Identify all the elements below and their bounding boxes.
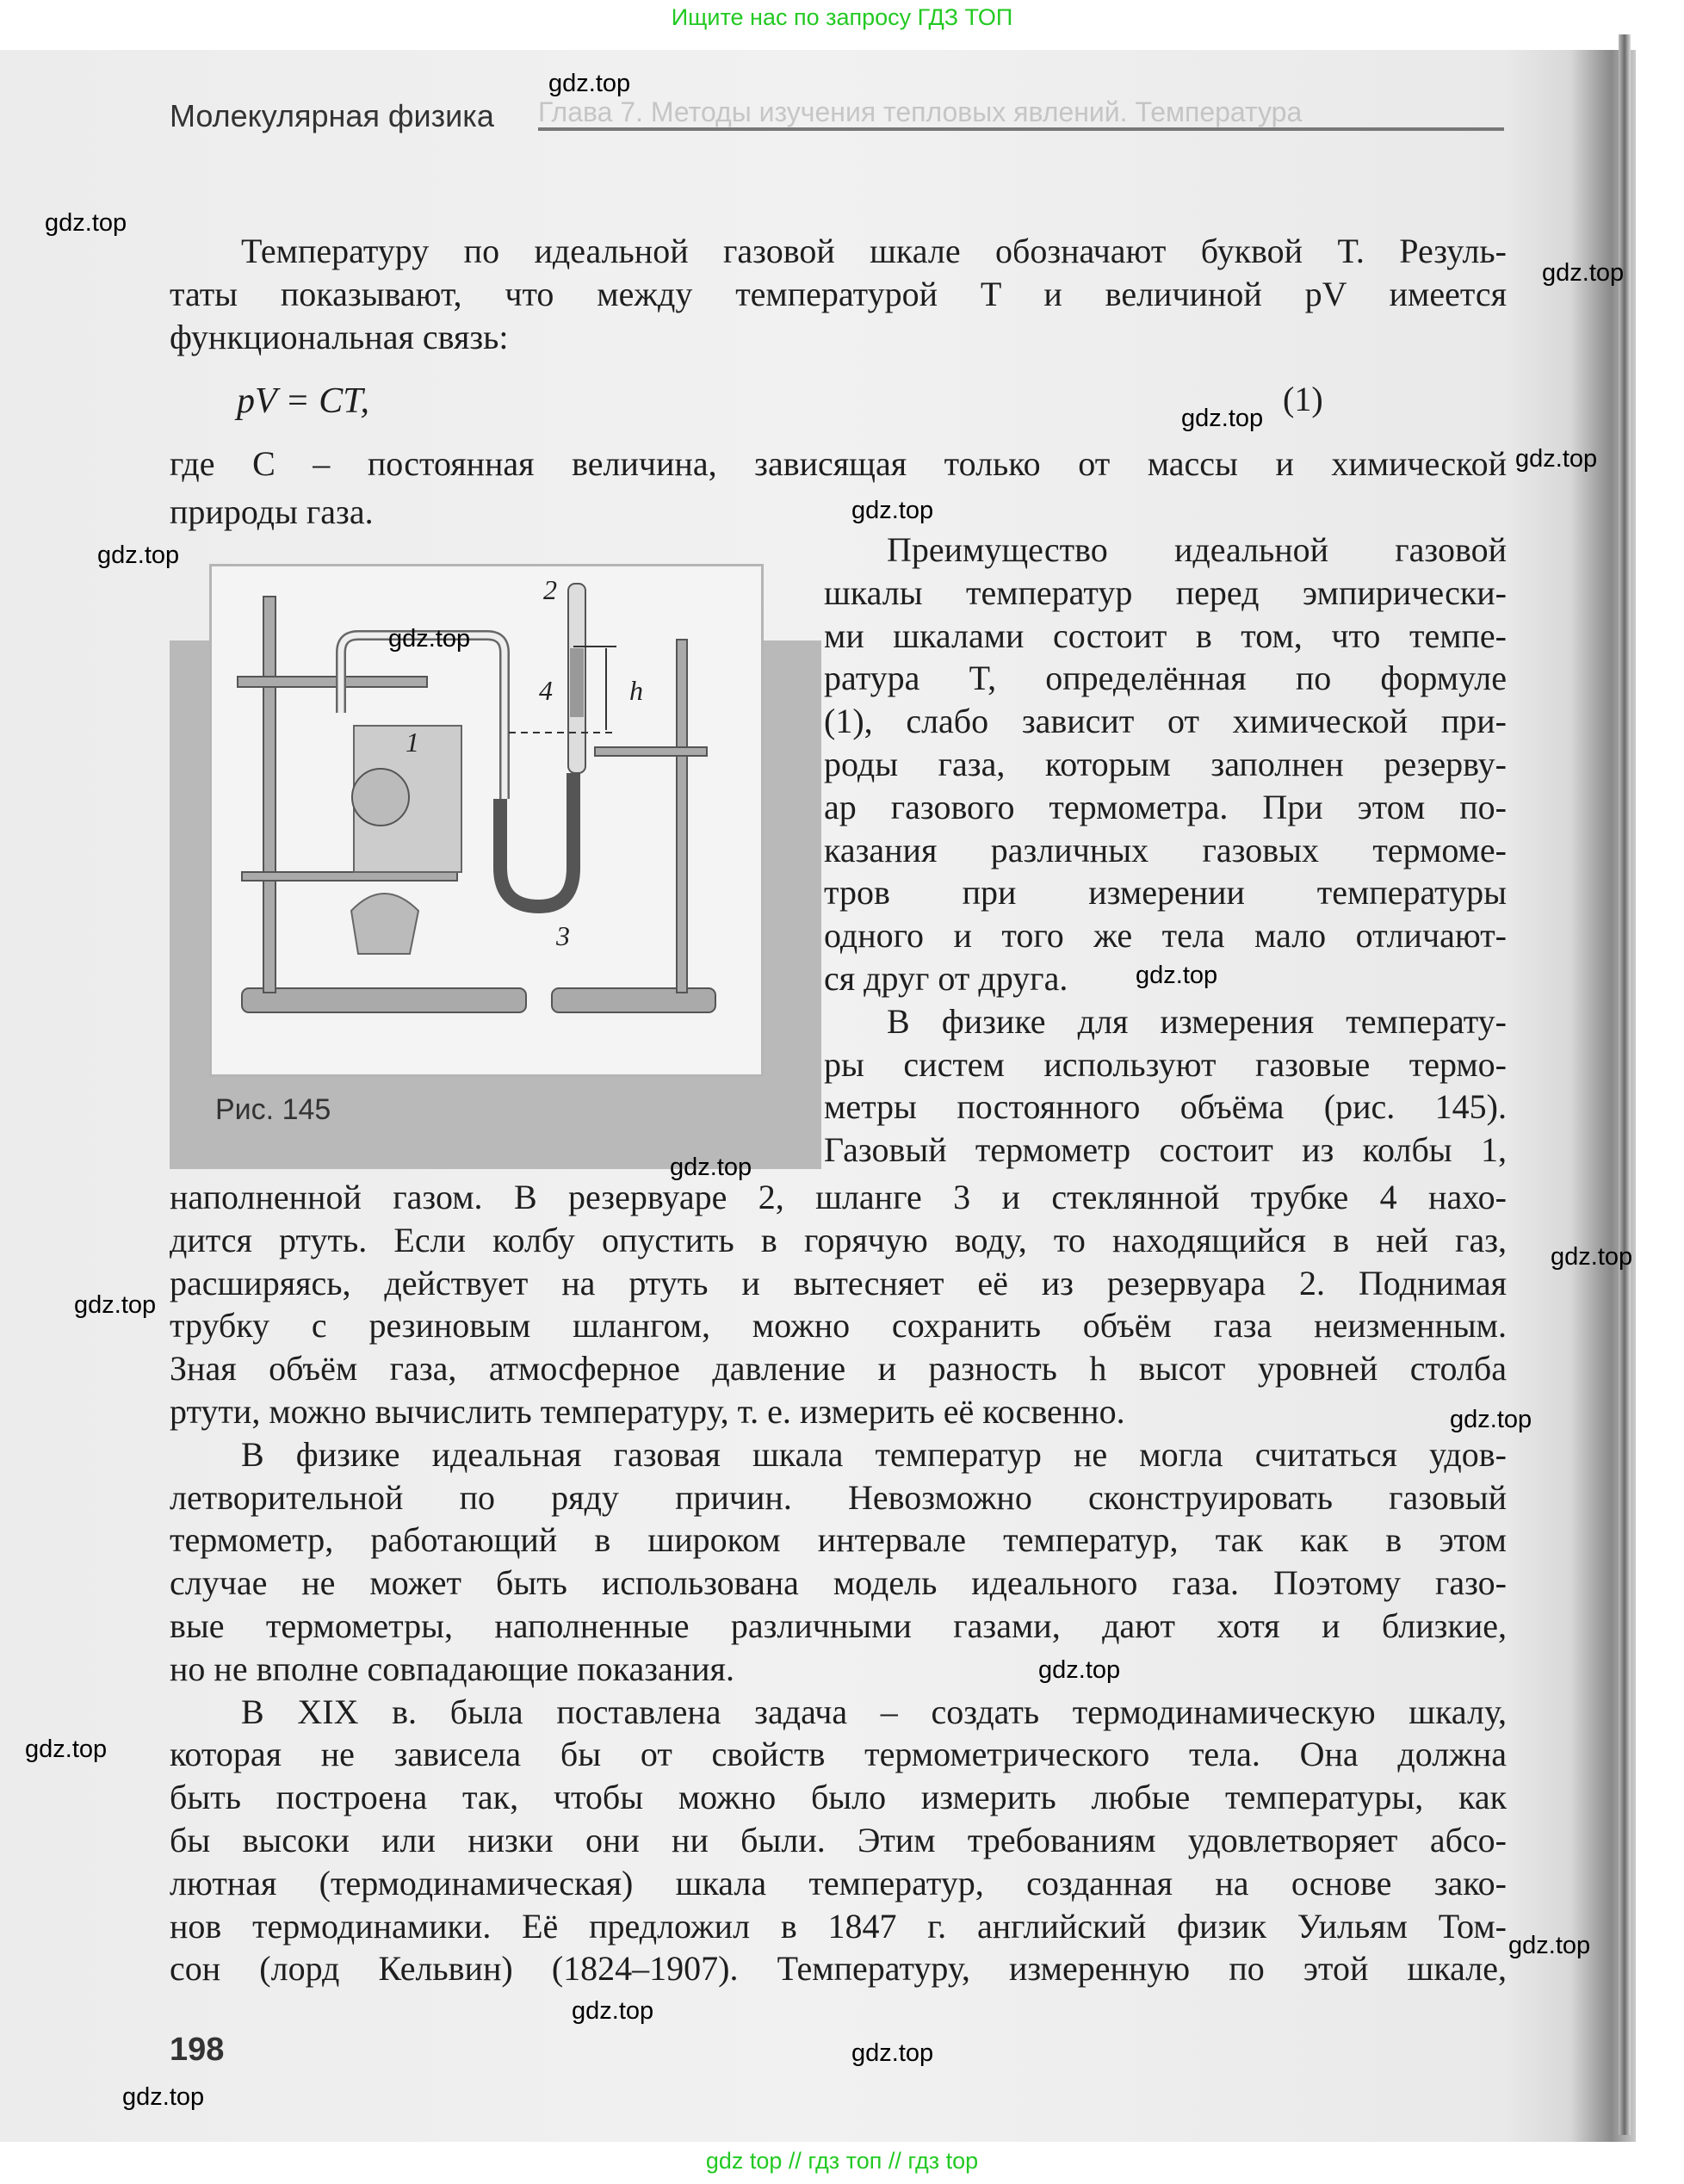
text-line: случае не может быть использована модель идеального газа. Поэтому газо- [170, 1563, 1507, 1603]
text-line: расширяясь, действует на ртуть и вытесняет её из резервуара 2. Поднимая [170, 1263, 1507, 1302]
watermark: gdz.top [97, 541, 180, 569]
text-line: наполненной газом. В резервуаре 2, шланге 3 и стеклянной трубке 4 нахо- [170, 1178, 1507, 1216]
watermark: gdz.top [1038, 1656, 1121, 1684]
label-height: h [629, 675, 643, 706]
text-line: одного и того же тела мало отличают- [824, 916, 1507, 956]
text-line: которая не зависела бы от свойств термометрического тела. Она должна [170, 1735, 1507, 1774]
watermark: gdz.top [548, 70, 631, 97]
watermark: gdz.top [1551, 1243, 1633, 1271]
watermark: gdz.top [670, 1154, 752, 1181]
text-line: Газовый термометр состоит из колбы 1, [824, 1130, 1507, 1170]
text-line: нов термодинамики. Её предложил в 1847 г. английский физик Уильям Том- [170, 1906, 1507, 1946]
watermark: gdz.top [1515, 445, 1598, 473]
watermark: gdz.top [74, 1291, 157, 1319]
text-line: ратура T, определённая по формуле [824, 659, 1507, 698]
text-line: Преимущество идеальной газовой [887, 530, 1507, 569]
text-line: ся друг от друга. [824, 959, 1068, 998]
footer-banner[interactable]: gdz top // гдз топ // гдз top [0, 2142, 1684, 2184]
text-line: казания различных газовых термоме- [824, 830, 1507, 869]
top-banner[interactable]: Ищите нас по запросу ГДЗ ТОП [0, 0, 1684, 50]
text-line: летворительной по ряду причин. Невозможно сконструировать газовый [170, 1477, 1507, 1517]
text-line: В XIX в. была поставлена задача – создать термодинамическую шкалу, [241, 1692, 1507, 1731]
label-flask: 1 [406, 727, 419, 758]
text-line: дится ртуть. Если колбу опустить в горячую воду, то находящийся в ней газ, [170, 1220, 1507, 1259]
label-reservoir: 2 [543, 574, 557, 605]
watermark: gdz.top [25, 1735, 108, 1763]
text-line: быть построена так, чтобы можно было измерить любые температуры, как [170, 1778, 1507, 1817]
text-line: В физике идеальная газовая шкала температур не могла считаться удов- [241, 1434, 1507, 1474]
text-line: сон (лорд Кельвин) (1824–1907). Температуру, измеренную по этой шкале, [170, 1949, 1507, 1989]
watermark: gdz.top [1136, 962, 1218, 989]
watermark: gdz.top [122, 2083, 205, 2111]
text-line: (1), слабо зависит от химической при- [824, 702, 1507, 741]
label-hose: 3 [556, 920, 570, 951]
text-line: В физике для измерения температу- [887, 1001, 1507, 1041]
running-header-section: Молекулярная физика [170, 98, 494, 133]
text-line: вые термометры, наполненные различными газами, дают хотя и близкие, [170, 1606, 1507, 1645]
page-number: 198 [170, 2032, 225, 2068]
text-line: функциональная связь: [170, 317, 509, 356]
text-line: метры постоянного объёма (рис. 145). [824, 1087, 1507, 1127]
text-line: трубку с резиновым шлангом, можно сохранить объём газа неизменным. [170, 1306, 1507, 1346]
text-line: где C – постоянная величина, зависящая только от массы и химической [170, 444, 1507, 483]
running-header-chapter: Глава 7. Методы изучения тепловых явлений. Температура [538, 96, 1303, 127]
text-line: но не вполне совпадающие показания. [170, 1649, 734, 1688]
text-line: лютная (термодинамическая) шкала температур, созданная на основе зако- [170, 1863, 1507, 1902]
text-line: тров при измерении температуры [824, 873, 1507, 913]
formula: pV = CT, [237, 381, 369, 421]
text-line: ар газового термометра. При этом по- [824, 787, 1507, 826]
watermark: gdz.top [1450, 1406, 1532, 1433]
text-line: ры систем используют газовые термо- [824, 1044, 1507, 1084]
book-spine [1619, 34, 1631, 2135]
watermark: gdz.top [851, 2039, 934, 2067]
watermark: gdz.top [388, 625, 471, 653]
watermark: gdz.top [1542, 259, 1625, 287]
text-line: Температуру по идеальной газовой шкале обозначают буквой T. Резуль- [241, 232, 1507, 270]
header-rule [538, 127, 1504, 131]
text-line: таты показывают, что между температурой T и величиной pV имеется [170, 274, 1507, 313]
figure-gas-thermometer [209, 564, 764, 1077]
text-line: ртути, можно вычислить температуру, т. е. измерить её косвенно. [170, 1392, 1125, 1431]
text-line: шкалы температур перед эмпирически- [824, 572, 1507, 612]
equation-number: (1) [1283, 380, 1323, 418]
watermark: gdz.top [572, 1997, 654, 2025]
text-line: Зная объём газа, атмосферное давление и разность h высот уровней столба [170, 1349, 1507, 1389]
watermark: gdz.top [851, 497, 934, 524]
text-line: ми шкалами состоит в том, что темпе- [824, 616, 1507, 655]
watermark: gdz.top [45, 209, 127, 237]
text-line: природы газа. [170, 492, 374, 531]
watermark: gdz.top [1181, 405, 1264, 432]
label-tube: 4 [539, 675, 553, 706]
text-line: роды газа, которым заполнен резерву- [824, 745, 1507, 783]
watermark: gdz.top [1508, 1932, 1591, 1959]
text-line: термометр, работающий в широком интервале температур, так как в этом [170, 1520, 1507, 1560]
figure-caption: Рис. 145 [215, 1093, 331, 1126]
text-line: бы высоки или низки они ни были. Этим требованиям удовлетворяет абсо- [170, 1821, 1507, 1859]
